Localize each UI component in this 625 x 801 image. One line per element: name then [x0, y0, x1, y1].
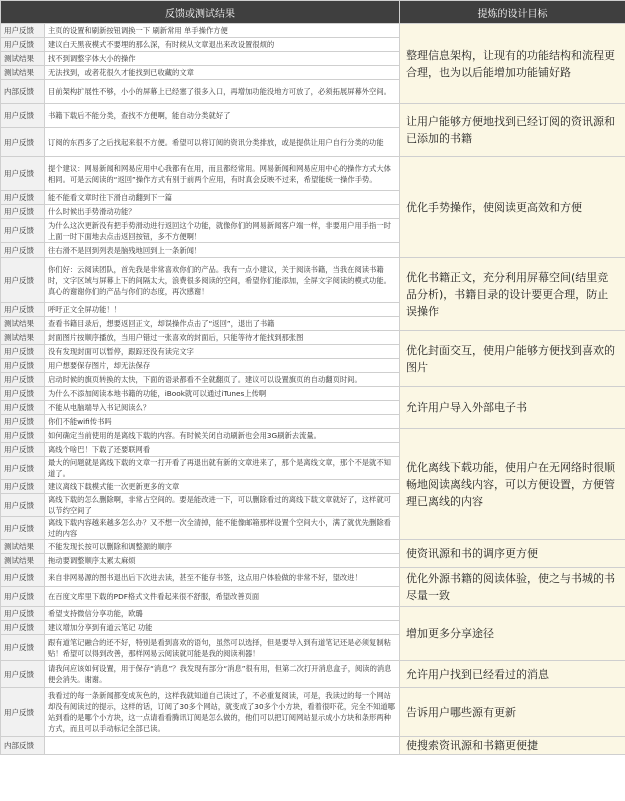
feedback-type: 测试结果 — [1, 52, 45, 66]
feedback-type: 用户反馈 — [1, 480, 45, 494]
table-row — [1, 737, 625, 755]
design-goal: 优化封面交互，使用户能够方便找到喜欢的图片 — [400, 331, 625, 387]
table-row — [1, 429, 625, 443]
feedback-text: 查看书籍目录后，想要返回正文，却误操作点击了“返回”，退出了书籍 — [45, 317, 400, 331]
feedback-text: 在百度文库里下载的PDF格式文件看起来很不舒服，希望改善页面 — [45, 587, 400, 607]
feedback-text: 离线下载内容越来越多怎么办？又不想一次全清掉，能不能像邮箱那样设置个空间大小，满了就优先删除看过的内容 — [45, 517, 400, 540]
feedback-text: 希望支持微信分享功能，欧璐 — [45, 607, 400, 621]
feedback-text: 书籍下载后不能分类，查找不方便啊，能自动分类就好了 — [45, 104, 400, 128]
feedback-text: 无法找到，或者花很久才能找到已收藏的文章 — [45, 66, 400, 80]
feedback-type: 内部反馈 — [1, 737, 45, 755]
feedback-type: 用户反馈 — [1, 205, 45, 219]
feedback-text: 用户想要保存图片，却无法保存 — [45, 359, 400, 373]
feedback-text: 不能发现长按可以删除和调整源的顺序 — [45, 540, 400, 554]
table-row — [1, 24, 625, 38]
feedback-text: 建议白天黑夜模式不要埋的那么深，有时候从文章退出来改设置很烦的 — [45, 38, 400, 52]
feedback-text: 目前架构扩展性不够，小小的屏幕上已经塞了很多入口，再增加功能没地方可放了，必须拓展屏幕外空间。 — [45, 80, 400, 104]
feedback-text: 为什么不添加阅读本地书籍的功能，iBook就可以通过iTunes上传啊 — [45, 387, 400, 401]
feedback-type: 用户反馈 — [1, 191, 45, 205]
feedback-type: 用户反馈 — [1, 373, 45, 387]
feedback-text: 主页的设置和刷新按钮调换一下 刷新常用 单手操作方便 — [45, 24, 400, 38]
feedback-text: 你们不能wifi传书吗 — [45, 415, 400, 429]
feedback-type: 用户反馈 — [1, 661, 45, 688]
feedback-type: 用户反馈 — [1, 607, 45, 621]
feedback-text: 你们好：云阅读团队，首先我是非常喜欢你们的产品。我有一点小建议，关于阅读书籍，当我在阅读书籍时，文字区域与屏幕上下的间隔太大，浪费很多阅读的空间，希望你们能添加，全屏文字阅读的模式功能。真心的谢谢你们的产品与你们的态度，再次感谢！ — [45, 258, 400, 303]
table-row — [1, 688, 625, 737]
feedback-text: 最大的问题就是离线下载的文章一打开看了再退出就有新的文章进来了，那个是离线文章，那个不是就不知道了。 — [45, 457, 400, 480]
feedback-type: 用户反馈 — [1, 258, 45, 303]
table-row — [1, 258, 625, 303]
feedback-text: 拖动要调整顺序太累太麻烦 — [45, 554, 400, 568]
feedback-text: 我看过的每一条新闻都变成灰色的，这样我就知道自己读过了，不必重复阅读，可是，我读过的每一个网站却没有阅读过的提示，这样的话，订阅了30多个网站，就变成了30多个小方块，看着很吓花，完全不知道哪站到看的是哪个小方块，这一点请看看腾讯订阅是怎么做的，他们可以把订阅网站显示成小方块和条形两种方式，而且可以手动标记全部已读。 — [45, 688, 400, 737]
feedback-type: 用户反馈 — [1, 345, 45, 359]
feedback-type: 测试结果 — [1, 66, 45, 80]
feedback-type: 测试结果 — [1, 317, 45, 331]
feedback-type: 用户反馈 — [1, 635, 45, 661]
feedback-text: 来自非网易源的图书退出后下次进去读，甚至不能存书签，这点用户体验做的非常不好，望改进！ — [45, 568, 400, 587]
feedback-text: 能不能看文章时往下滑自动翻到下一篇 — [45, 191, 400, 205]
design-goal: 让用户能够方便地找到已经订阅的资讯源和已添加的书籍 — [400, 104, 625, 157]
design-goal: 增加更多分享途径 — [400, 607, 625, 661]
feedback-type: 测试结果 — [1, 331, 45, 345]
header-feedback: 反馈或测试结果 — [1, 1, 400, 24]
feedback-text: 请我问应该如何设置，用于保存“消息”？我发现有部分“消息”很有用，但第二次打开消息盒子，阅读的消息便会消失。谢谢。 — [45, 661, 400, 688]
design-goal: 整理信息架构，让现有的功能结构和流程更合理，也为以后能增加功能铺好路 — [400, 24, 625, 104]
feedback-text: 不能从电脑端导入书记阅读么？ — [45, 401, 400, 415]
feedback-type: 用户反馈 — [1, 415, 45, 429]
feedback-text: 没有发现封面可以暂停，跟踪还没有读完文字 — [45, 345, 400, 359]
feedback-type: 用户反馈 — [1, 621, 45, 635]
feedback-text: 启动时候的旗页转换的太快，下面的语录都看不全就翻页了。建议可以设置旗页的自动翻页时间。 — [45, 373, 400, 387]
feedback-type: 内部反馈 — [1, 80, 45, 104]
feedback-type: 用户反馈 — [1, 443, 45, 457]
feedback-type: 用户反馈 — [1, 457, 45, 480]
table-row — [1, 540, 625, 554]
feedback-type: 用户反馈 — [1, 128, 45, 157]
design-goal: 优化手势操作，使阅读更高效和方便 — [400, 157, 625, 258]
feedback-type: 用户反馈 — [1, 38, 45, 52]
feedback-type: 用户反馈 — [1, 568, 45, 587]
feedback-text: 找不到调整字体大小的操作 — [45, 52, 400, 66]
table-row — [1, 607, 625, 621]
feedback-text: 建议增加分享到有道云笔记 功能 — [45, 621, 400, 635]
feedback-text: 离线个啥巴！下载了还要联网看 — [45, 443, 400, 457]
feedback-type: 用户反馈 — [1, 243, 45, 258]
feedback-text: 如何确定当前使用的是离线下载的内容。有时候关闭自动刷新也会用3G刷新去流量。 — [45, 429, 400, 443]
feedback-type: 用户反馈 — [1, 517, 45, 540]
feedback-text: 呼吁正文全屏功能！！ — [45, 303, 400, 317]
design-goal: 允许用户找到已经看过的消息 — [400, 661, 625, 688]
feedback-type: 测试结果 — [1, 540, 45, 554]
table-row — [1, 568, 625, 587]
table-header-row — [1, 1, 625, 24]
table-row — [1, 387, 625, 401]
feedback-type: 用户反馈 — [1, 587, 45, 607]
feedback-text: 往右滑不是回到列表是脑残地回到上一条新闻！ — [45, 243, 400, 258]
feedback-text: 为什么这次更新没有把手势滑动进行返回这个功能，就像你们的网易新闻客户端一样，非要用户用手指一时上面一时下面地去点击返回按钮，多不方便啊！ — [45, 219, 400, 243]
feedback-type: 用户反馈 — [1, 24, 45, 38]
table-row — [1, 331, 625, 345]
table-body — [1, 24, 625, 755]
feedback-text: 订阅的东西多了之后找起来很不方便。希望可以将订阅的资讯分类排放，或是提供让用户自行分类的功能 — [45, 128, 400, 157]
feedback-text: 提个建议：网易新闻和网易应用中心我都有在用，而且都经常用。网易新闻和网易应用中心的操作方式大体相同。可是云阅读的“返回”操作方式有别于前两个应用，有时真会反映不过来，希望能统一操作手势。 — [45, 157, 400, 191]
feedback-text: 什么时候出手势滑动功能？ — [45, 205, 400, 219]
design-goal: 使搜索资讯源和书籍更便捷 — [400, 737, 625, 755]
feedback-type: 用户反馈 — [1, 157, 45, 191]
table-row — [1, 104, 625, 128]
design-goal: 允许用户导入外部电子书 — [400, 387, 625, 429]
feedback-type: 用户反馈 — [1, 219, 45, 243]
feedback-text: 封面图片按顺序播放，当用户错过一张喜欢的封面后，只能等待才能找到那张图 — [45, 331, 400, 345]
design-goal: 优化书籍正文，充分利用屏幕空间(结里竞品分析)，书籍目录的设计要更合理，防止误操作 — [400, 258, 625, 331]
feedback-text: 建议离线下载模式能一次更新更多的文章 — [45, 480, 400, 494]
feedback-type: 用户反馈 — [1, 303, 45, 317]
design-goal: 告诉用户哪些源有更新 — [400, 688, 625, 737]
feedback-type: 用户反馈 — [1, 429, 45, 443]
design-goal: 使资讯源和书的调序更方便 — [400, 540, 625, 568]
feedback-text: 跟有道笔记融合的还不好，特别是看到喜欢的语句，虽然可以选择，但是要导入到有道笔记还是必须复制粘贴！希望可以得到改善，那样网易云阅读就可能是我的阅读利器！ — [45, 635, 400, 661]
bottom-fade — [0, 761, 625, 801]
feedback-type: 测试结果 — [1, 554, 45, 568]
table-row — [1, 661, 625, 688]
feedback-type: 用户反馈 — [1, 688, 45, 737]
design-goal: 优化外源书籍的阅读体验，使之与书城的书尽量一致 — [400, 568, 625, 607]
feedback-type: 用户反馈 — [1, 359, 45, 373]
feedback-text — [45, 737, 400, 755]
feedback-type: 用户反馈 — [1, 104, 45, 128]
design-goal: 优化离线下载功能，使用户在无网络时很顺畅地阅读离线内容，可以方便设置，方便管理已离线的内容 — [400, 429, 625, 540]
table-row — [1, 157, 625, 191]
feedback-type: 用户反馈 — [1, 401, 45, 415]
feedback-type: 用户反馈 — [1, 387, 45, 401]
header-goal: 提炼的设计目标 — [400, 1, 625, 24]
feedback-text: 离线下载的怎么删除啊，非常占空间的。要是能改进一下，可以删除看过的离线下载文章就好了，这样就可以节约空间了 — [45, 494, 400, 517]
feedback-type: 用户反馈 — [1, 494, 45, 517]
